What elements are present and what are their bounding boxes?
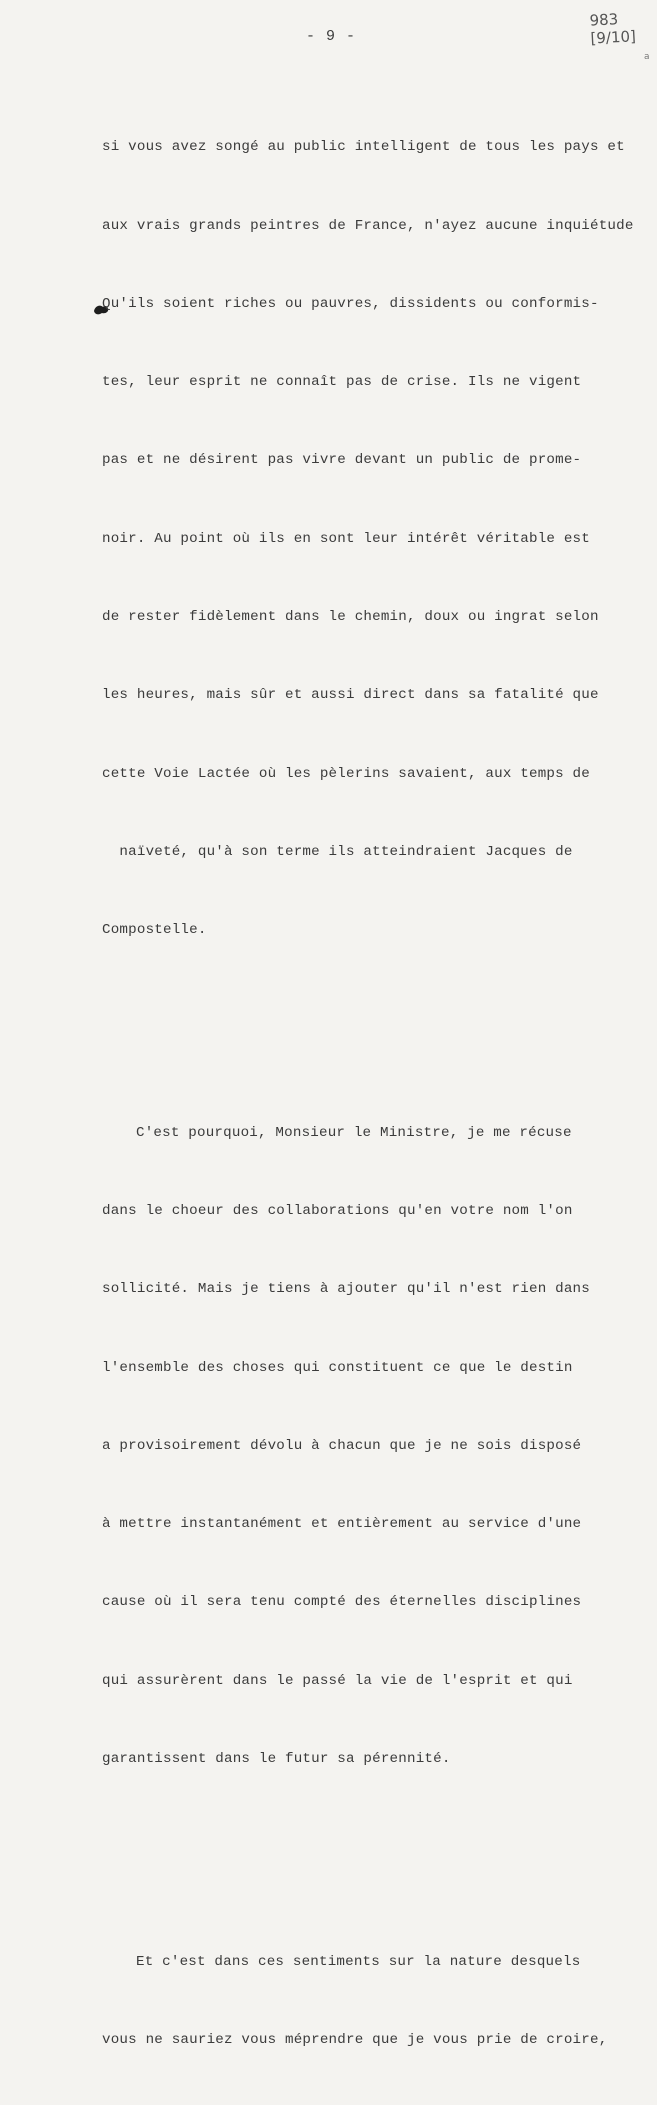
text-line: dans le choeur des collaborations qu'en votre nom l'on <box>102 1203 573 1220</box>
text-line: cette Voie Lactée où les pèlerins savaient, aux temps de <box>102 765 590 782</box>
archive-note-line-2: [9/10] <box>590 27 637 48</box>
text-line: l'ensemble des choses qui constituent ce que le destin <box>102 1359 573 1376</box>
text-line: aux vrais grands peintres de France, n'ayez aucune inquiétude <box>102 217 634 234</box>
text-line: garantissent dans le futur sa pérennité. <box>102 1751 451 1767</box>
text-line: Compostelle. <box>102 922 207 939</box>
archive-handwritten-note <box>589 8 651 47</box>
text-line: Qu'ils soient riches ou pauvres, dissidents ou conformis- <box>102 295 599 312</box>
text-line: pas et ne désirent pas vivre devant un public de prome- <box>102 452 582 469</box>
text-line: tes, leur esprit ne connaît pas de crise. Ils ne vigent <box>102 374 582 391</box>
text-line: à mettre instantanément et entièrement au service d'une <box>102 1516 582 1533</box>
text-line: si vous avez songé au public intelligent de tous les pays et <box>102 139 625 156</box>
text-line: qui assurèrent dans le passé la vie de l'esprit et qui <box>102 1672 573 1689</box>
letter-body <box>102 56 634 2105</box>
text-line: les heures, mais sûr et aussi direct dans sa fatalité que <box>102 687 599 704</box>
text-line: cause où il sera tenu compté des éternelles disciplines <box>102 1594 582 1611</box>
text-line: noir. Au point où ils en sont leur intérêt véritable est <box>102 530 590 547</box>
paragraph-gap <box>102 1824 602 1844</box>
text-line: de rester fidèlement dans le chemin, doux ou ingrat selon <box>102 608 599 625</box>
text-line: Et c'est dans ces sentiments sur la nature desquels <box>136 1953 581 1970</box>
corner-mark: a <box>644 52 650 62</box>
archive-note-line-1: 983 <box>589 10 619 30</box>
text-line: naïveté, qu'à son terme ils atteindraient Jacques de <box>102 843 573 860</box>
paragraph-gap <box>102 995 602 1015</box>
text-line: C'est pourquoi, Monsieur le Ministre, je me récuse <box>136 1124 572 1141</box>
text-line: sollicité. Mais je tiens à ajouter qu'il n'est rien dans <box>102 1281 590 1298</box>
text-line: vous ne sauriez vous méprendre que je vous prie de croire, <box>102 2031 608 2048</box>
text-line: a provisoirement dévolu à chacun que je ne sois disposé <box>102 1437 582 1454</box>
page-number: - 9 - <box>306 28 357 45</box>
